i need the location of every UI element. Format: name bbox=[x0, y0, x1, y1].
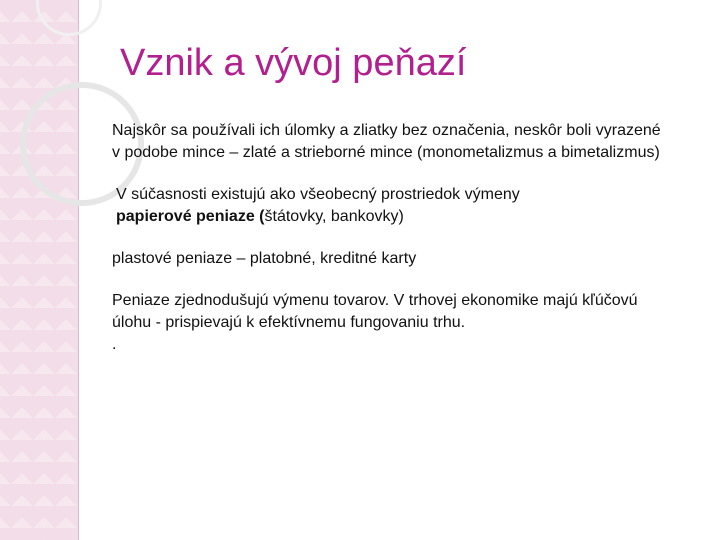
paragraph-present bbox=[112, 184, 672, 228]
paragraph-plastic: plastové peniaze – platobné, kreditné karty bbox=[112, 250, 417, 267]
present-text: V súčasnosti existujú ako všeobecný prostriedok výmeny bbox=[116, 186, 520, 203]
slide-title: Vznik a vývoj peňazí bbox=[120, 42, 467, 84]
paragraph-role: Peniaze zjednodušujú výmenu tovarov. V trhovej ekonomike majú kľúčovú úlohu - prispievajú k efektívnemu fungovaniu trhu. bbox=[112, 292, 638, 331]
decorative-sidebar bbox=[0, 0, 79, 540]
slide-body bbox=[112, 120, 672, 376]
paragraph-dot: . bbox=[112, 336, 117, 353]
present-rest: štátovky, bankovky) bbox=[264, 208, 404, 225]
paragraph-history: Najskôr sa používali ich úlomky a zliatky bez označenia, neskôr boli vyrazené v podobe mince – zlaté a strieborné mince (monometalizmus a bimetalizmus) bbox=[112, 122, 661, 161]
present-bold: papierové peniaze ( bbox=[116, 208, 265, 225]
sidebar-pattern bbox=[0, 0, 78, 540]
